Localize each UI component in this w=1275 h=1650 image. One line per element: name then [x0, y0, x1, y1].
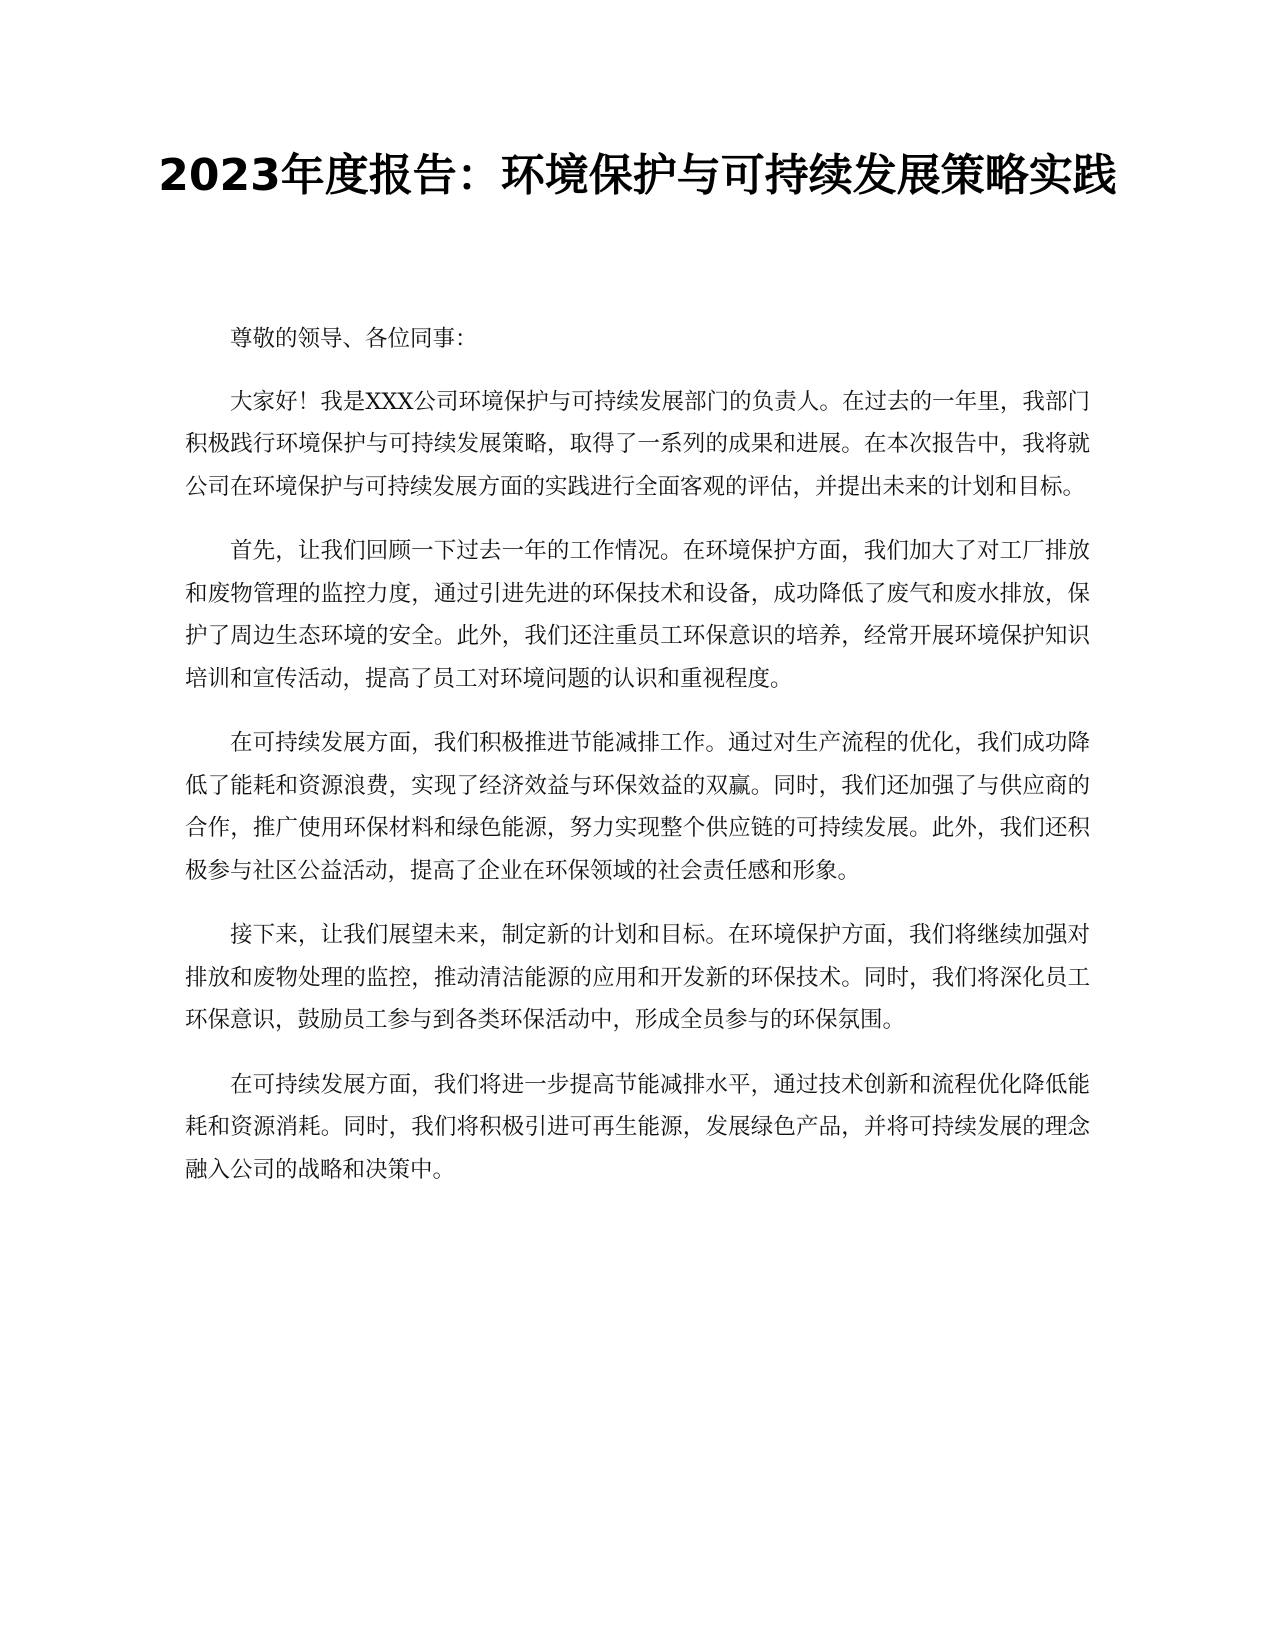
paragraph-review-environment: 首先，让我们回顾一下过去一年的工作情况。在环境保护方面，我们加大了对工厂排放和废物管理的监控力度，通过引进先进的环保技术和设备，成功降低了废气和废水排放，保护了周边生态环境的安全。此外，我们还注重员工环保意识的培养，经常开展环境保护知识培训和宣传活动，提高了员工对环境问题的认识和重视程度。	[185, 538, 1090, 692]
document-body	[185, 318, 1090, 1213]
paragraph-introduction: 大家好！我是XXX公司环境保护与可持续发展部门的负责人。在过去的一年里，我部门积极践行环境保护与可持续发展策略，取得了一系列的成果和进展。在本次报告中，我将就公司在环境保护与可持续发展方面的实践进行全面客观的评估，并提出未来的计划和目标。	[185, 388, 1090, 500]
paragraph-plan-sustainability: 在可持续发展方面，我们将进一步提高节能减排水平，通过技术创新和流程优化降低能耗和资源消耗。同时，我们将积极引进可再生能源，发展绿色产品，并将可持续发展的理念融入公司的战略和决策中。	[185, 1071, 1090, 1183]
salutation: 尊敬的领导、各位同事：	[230, 326, 478, 352]
paragraph-review-sustainability: 在可持续发展方面，我们积极推进节能减排工作。通过对生产流程的优化，我们成功降低了能耗和资源浪费，实现了经济效益与环保效益的双赢。同时，我们还加强了与供应商的合作，推广使用环保材料和绿色能源，努力实现整个供应链的可持续发展。此外，我们还积极参与社区公益活动，提高了企业在环保领域的社会责任感和形象。	[185, 730, 1090, 884]
document-title: 2023年度报告：环境保护与可持续发展策略实践	[158, 150, 1117, 201]
paragraph-plan-environment: 接下来，让我们展望未来，制定新的计划和目标。在环境保护方面，我们将继续加强对排放和废物处理的监控，推动清洁能源的应用和开发新的环保技术。同时，我们将深化员工环保意识，鼓励员工参与到各类环保活动中，形成全员参与的环保氛围。	[185, 922, 1090, 1033]
